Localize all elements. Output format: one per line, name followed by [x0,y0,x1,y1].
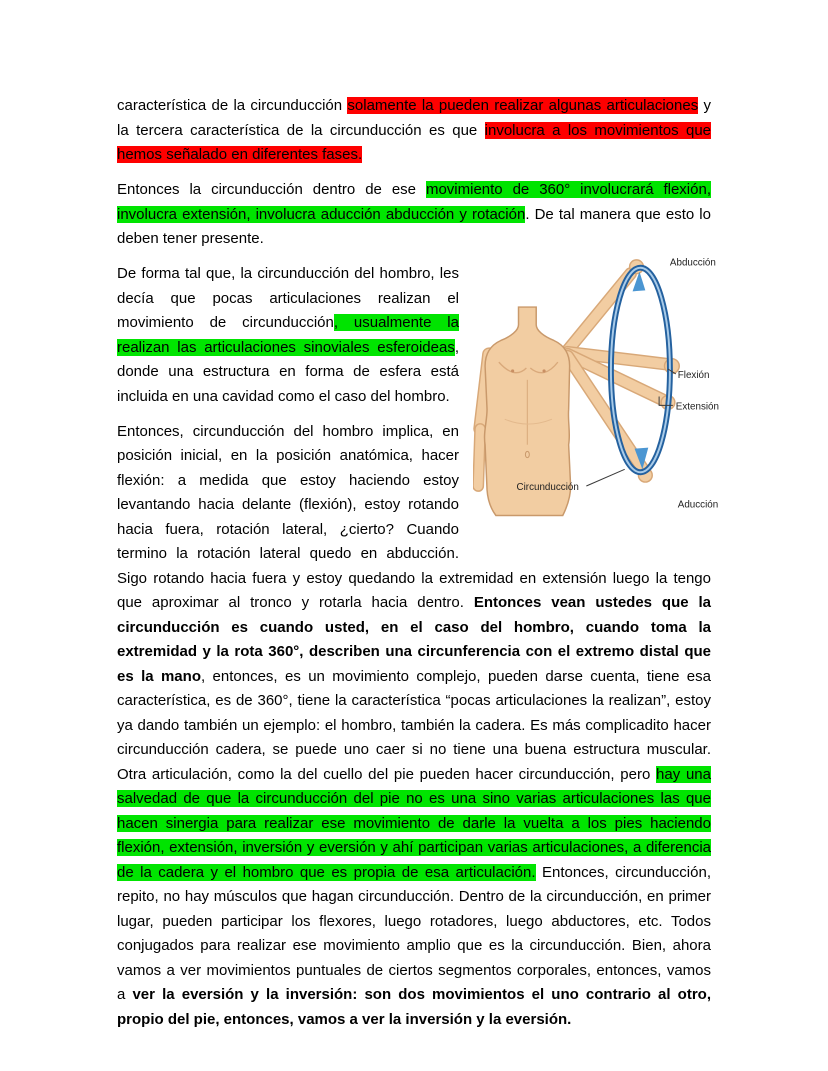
text-run: Entonces la circunducción dentro de ese [117,181,426,198]
text-run: y la tercera característica de la circunducción es que [117,97,712,139]
text-run: , donde una estructura en forma de esfera está incluida en una cavidad como el caso del hombro. [117,338,459,405]
figure-label-aduccion: Aducción [677,499,719,511]
bold-text-run: ver la eversión y la inversión: son dos movimientos el uno contrario al otro, propio del pie, entonces, vamos a ver la inversión y la eversión. [117,986,711,1028]
text-run: De forma tal que, la circunducción del hombro, les decía que pocas articulaciones realizan el movimiento de circunducción [117,265,459,331]
circumduction-illustration [473,252,741,545]
circumduction-anatomy-figure [473,252,741,545]
paragraph-1 [117,94,711,168]
text-run: Entonces, circunducción, repito, no hay músculos que hagan circunducción. Dentro de la circunducción, en primer lugar, pueden participar los flexores, luego rotadores, luego abductores, etc. Todos conjugados para realizar ese movimiento amplio que es la circunducción. Bien, ahora vamos a ver movimientos puntuales de ciertos segmentos corporales, entonces, vamos a [117,863,711,1003]
figure-label-abduccion: Abducción [669,257,716,269]
figure-label-extension: Extensión [675,401,719,413]
bold-text-run: Entonces vean ustedes que la circunducción es cuando usted, en el caso del hombro, cuando toma la extremidad y la rota 360°, describen una circunferencia con el extremo distal que es la mano [117,594,711,685]
green-highlight-run: movimiento de 360° involucrará flexión, involucra extensión, involucra aducción abducción y rotación [117,181,711,223]
red-highlight-run: involucra a los movimientos que hemos señalado en diferentes fases. [117,121,711,163]
text-run: , entonces, es un movimiento complejo, pueden darse cuenta, tiene esa característica, es de 360°, tiene la característica “pocas articulaciones la realizan”, estoy ya dando también un ejemplo: el hombro, también la cadera. Es más complicadito hacer circunducción cadera, se puede uno caer si no tiene una buena estructura muscular. Otra articulación, como la del cuello del pie pueden hacer circunducción, pero [117,667,711,783]
circumduction-path-ellipse [611,268,670,473]
text-run: característica de la circunducción [117,97,348,114]
green-highlight-run: hay una salvedad de que la circunducción del pie no es una sino varias articulaciones las que hacen sinergia para realizar ese movimiento de darle la vuelta a los pies haciendo flexión, extensión, inversión y eversión y ahí participan varias articulaciones, a diferencia de la cadera y el hombro que es propia de esa articulación. [117,765,711,881]
paragraph-2 [117,178,711,252]
red-highlight-run: solamente la pueden realizar algunas articulaciones [347,97,699,114]
text-run: . De tal manera que esto lo deben tener presente. [117,205,711,247]
figure-label-flexion: Flexión [677,369,710,381]
green-highlight-run: , usualmente la realizan las articulaciones sinoviales esferoideas [117,314,459,356]
figure-label-circunduccion: Circunducción [516,481,579,493]
text-run: Entonces, circunducción del hombro implica, en posición inicial, en la posición anatómica, hacer flexión: a medida que estoy haciendo estoy levantando hacia delante (flexión), estoy rotando hacia fuera, rotación lateral, ¿cierto? Cuando termino la rotación lateral quedo en abducción. Sigo rotando hacia fuera y estoy quedando la extremidad en extensión luego la tengo que aproximar al tronco y rotarla hacia dentro. [117,422,711,611]
